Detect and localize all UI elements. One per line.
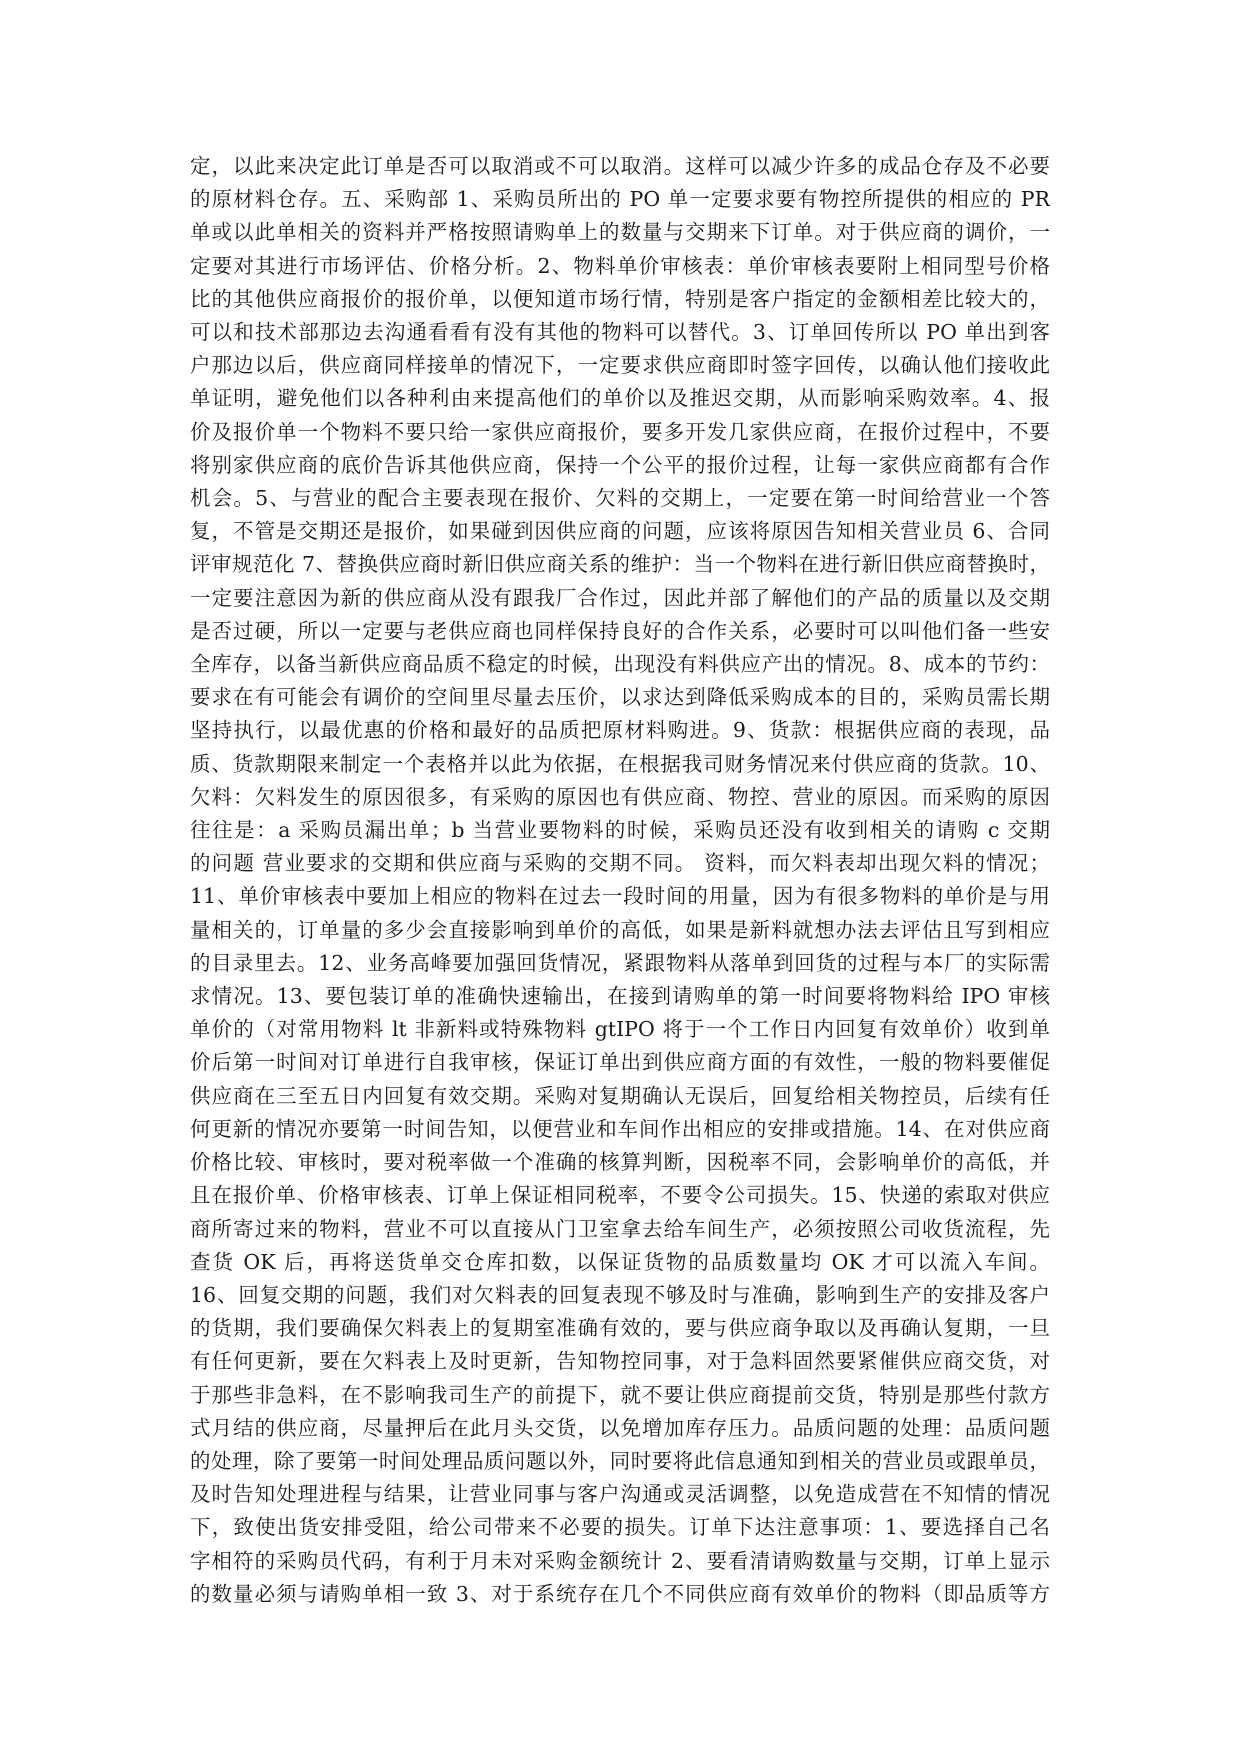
text-line: 及时告知处理进程与结果，让营业同事与客户沟通或灵活调整，以免造成营在不知情的情况 (190, 1482, 1050, 1507)
text-line: 且在报价单、价格审核表、订单上保证相同税率，不要令公司损失。15、快递的索取对供应 (190, 1183, 1050, 1208)
text-line: 定，以此来决定此订单是否可以取消或不可以取消。这样可以减少许多的成品仓存及不必要 (190, 154, 1050, 178)
text-line: 查货 OK 后，再将送货单交仓库扣数，以保证货物的品质数量均 OK 才可以流入车间。 (190, 1249, 1050, 1274)
body-text (190, 150, 1050, 1611)
text-line: 11、单价审核表中要加上相应的物料在过去一段时间的用量，因为有很多物料的单价是与用 (190, 884, 1050, 909)
text-line: 量相关的，订单量的多少会直接影响到单价的高低，如果是新料就想办法去评估且写到相应 (190, 917, 1050, 942)
text-line: 价后第一时间对订单进行自我审核，保证订单出到供应商方面的有效性，一般的物料要催促 (190, 1050, 1050, 1075)
text-line: 的货期，我们要确保欠料表上的复期室准确有效的，要与供应商争取以及再确认复期，一旦 (190, 1316, 1050, 1341)
text-line: 复，不管是交期还是报价，如果碰到因供应商的问题，应该将原因告知相关营业员 6、合同 (190, 519, 1050, 544)
text-line: 是否过硬，所以一定要与老供应商也同样保持良好的合作关系，必要时可以叫他们备一些安 (190, 618, 1050, 643)
text-line: 求情况。13、要包装订单的准确快速输出，在接到请购单的第一时间要将物料给 IPO 审核 (190, 984, 1050, 1009)
text-line: 字相符的采购员代码，有利于月未对采购金额统计 2、要看清请购数量与交期，订单上显示 (190, 1548, 1050, 1573)
text-line: 价格比较、审核时，要对税率做一个准确的核算判断，因税率不同，会影响单价的高低，并 (190, 1150, 1050, 1175)
text-line: 式月结的供应商，尽量押后在此月头交货，以免增加库存压力。品质问题的处理：品质问题 (190, 1415, 1050, 1440)
text-line: 何更新的情况亦要第一时间告知，以便营业和车间作出相应的安排或措施。14、在对供应商 (190, 1116, 1050, 1141)
text-line: 可以和技术部那边去沟通看看有没有其他的物料可以替代。3、订单回传所以 PO 单出到客 (190, 320, 1050, 345)
text-line: 的处理，除了要第一时间处理品质问题以外，同时要将此信息通知到相关的营业员或跟单员， (190, 1448, 1050, 1473)
text-line: 单价的（对常用物料 lt 非新料或特殊物料 gtIPO 将于一个工作日内回复有效单价）收到单 (190, 1017, 1050, 1042)
text-line: 要求在有可能会有调价的空间里尽量去压价，以求达到降低采购成本的目的，采购员需长期 (190, 685, 1050, 710)
text-line: 户那边以后，供应商同样接单的情况下，一定要求供应商即时签字回传，以确认他们接收此 (190, 353, 1050, 378)
text-line: 一定要注意因为新的供应商从没有跟我厂合作过，因此并部了解他们的产品的质量以及交期 (190, 585, 1050, 610)
text-line: 欠料：欠料发生的原因很多，有采购的原因也有供应商、物控、营业的原因。而采购的原因 (190, 784, 1050, 809)
text-line: 评审规范化 7、替换供应商时新旧供应商关系的维护：当一个物料在进行新旧供应商替换时， (190, 552, 1050, 577)
text-line: 的原材料仓存。五、采购部 1、采购员所出的 PO 单一定要求要有物控所提供的相应的 PR (190, 187, 1050, 212)
text-line: 供应商在三至五日内回复有效交期。采购对复期确认无误后，回复给相关物控员，后续有任 (190, 1083, 1050, 1108)
text-line: 定要对其进行市场评估、价格分析。2、物料单价审核表：单价审核表要附上相同型号价格 (190, 253, 1050, 278)
text-line: 比的其他供应商报价的报价单，以便知道市场行情，特别是客户指定的金额相差比较大的， (190, 286, 1050, 311)
text-line: 16、回复交期的问题，我们对欠料表的回复表现不够及时与准确，影响到生产的安排及客户 (190, 1282, 1050, 1307)
text-line: 的数量必须与请购单相一致 3、对于系统存在几个不同供应商有效单价的物料（即品质等方 (190, 1581, 1050, 1606)
text-line: 的问题 营业要求的交期和供应商与采购的交期不同。 资料，而欠料表却出现欠料的情况； (190, 851, 1050, 876)
text-line: 机会。5、与营业的配合主要表现在报价、欠料的交期上，一定要在第一时间给营业一个答 (190, 486, 1050, 511)
text-line: 将别家供应商的底价告诉其他供应商，保持一个公平的报价过程，让每一家供应商都有合作 (190, 452, 1050, 477)
text-line: 坚持执行，以最优惠的价格和最好的品质把原材料购进。9、货款：根据供应商的表现，品 (190, 718, 1050, 743)
text-line: 的目录里去。12、业务高峰要加强回货情况，紧跟物料从落单到回货的过程与本厂的实际需 (190, 950, 1050, 975)
text-line: 往往是：a 采购员漏出单；b 当营业要物料的时候，采购员还没有收到相关的请购 c 交期 (190, 818, 1050, 843)
text-line: 下，致使出货安排受阻，给公司带来不必要的损失。订单下达注意事项：1、要选择自己名 (190, 1515, 1050, 1540)
text-line: 单或以此单相关的资料并严格按照请购单上的数量与交期来下订单。对于供应商的调价，一 (190, 220, 1050, 245)
text-line: 商所寄过来的物料，营业不可以直接从门卫室拿去给车间生产，必须按照公司收货流程，先 (190, 1216, 1050, 1241)
text-line: 价及报价单一个物料不要只给一家供应商报价，要多开发几家供应商，在报价过程中，不要 (190, 419, 1050, 444)
text-line: 全库存，以备当新供应商品质不稳定的时候，出现没有料供应产出的情况。8、成本的节约： (190, 652, 1050, 677)
text-line: 于那些非急料，在不影响我司生产的前提下，就不要让供应商提前交货，特别是那些付款方 (190, 1382, 1050, 1407)
text-line: 质、货款期限来制定一个表格并以此为依据，在根据我司财务情况来付供应商的货款。10、 (190, 751, 1050, 776)
text-line: 有任何更新，要在欠料表上及时更新，告知物控同事，对于急料固然要紧催供应商交货，对 (190, 1349, 1050, 1374)
text-line: 单证明，避免他们以各种利由来提高他们的单价以及推迟交期，从而影响采购效率。4、报 (190, 386, 1050, 411)
